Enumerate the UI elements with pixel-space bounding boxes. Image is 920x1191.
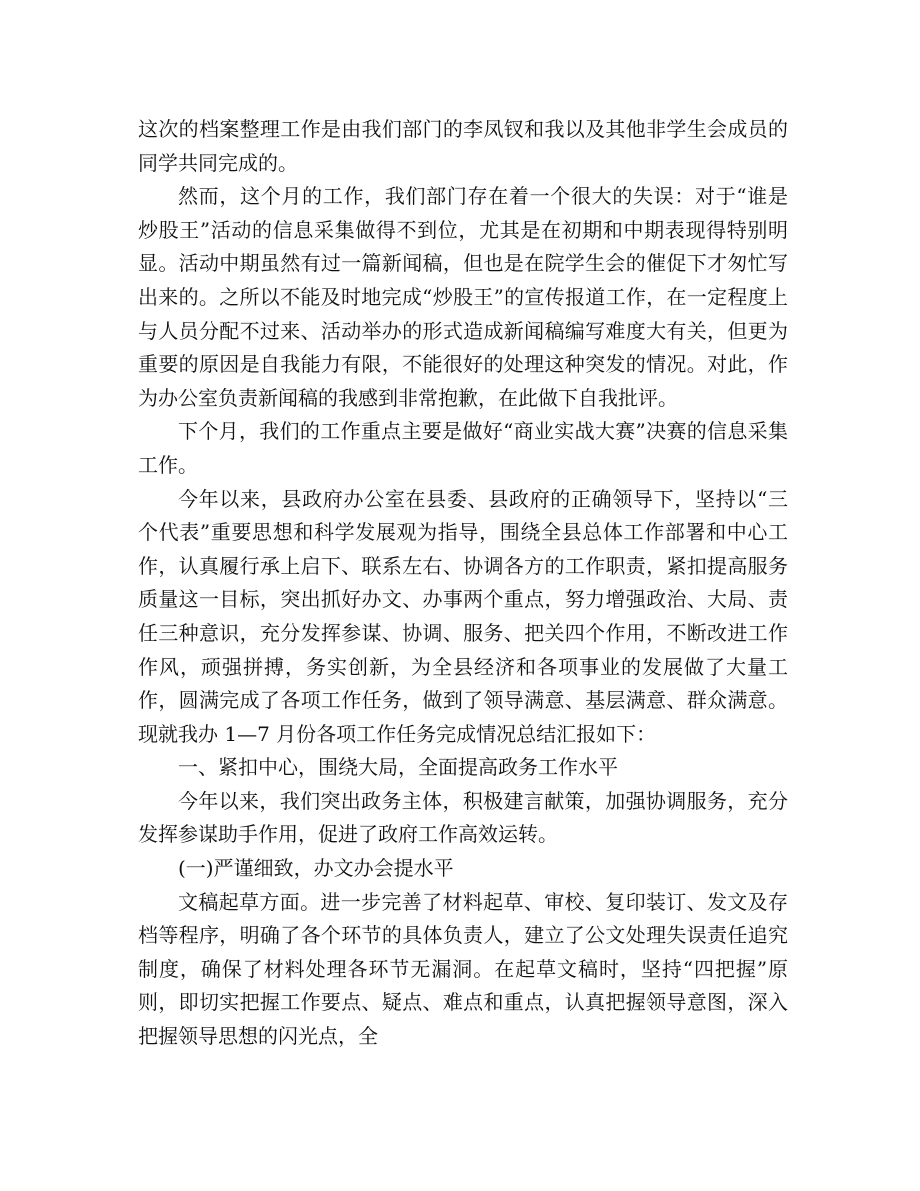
paragraph-1: 这次的档案整理工作是由我们部门的李凤钗和我以及其他非学生会成员的同学共同完成的。	[138, 117, 788, 175]
paragraph-5: 今年以来，我们突出政务主体，积极建言献策，加强协调服务，充分发挥参谋助手作用，促进了政府工作高效运转。	[138, 788, 788, 847]
document-body	[138, 113, 788, 1054]
paragraph-6: 文稿起草方面。进一步完善了材料起草、审校、复印装订、发文及存档等程序，明确了各个环节的具体负责人，建立了公文处理失误责任追究制度，确保了材料处理各环节无漏洞。在起草文稿时，坚持“四把握”原则，即切实把握工作要点、疑点、难点和重点，认真把握领导意图，深入把握领导思想的闪光点，全	[138, 889, 788, 1049]
paragraph-3: 下个月，我们的工作重点主要是做好“商业实战大赛”决赛的信息采集工作。	[138, 419, 788, 477]
paragraph-4: 今年以来，县政府办公室在县委、县政府的正确领导下，坚持以“三个代表”重要思想和科学发展观为指导，围绕全县总体工作部署和中心工作，认真履行承上启下、联系左右、协调各方的工作职责，紧扣提高服务质量这一目标，突出抓好办文、办事两个重点，努力增强政治、大局、责任三种意识，充分发挥参谋、协调、服务、把关四个作用，不断改进工作作风，顽强拼搏，务实创新，为全县经济和各项事业的发展做了大量工作，圆满完成了各项工作任务，做到了领导满意、基层满意、群众满意。现就我办 1—7 月份各项工作任务完成情况总结汇报如下：	[138, 486, 788, 746]
section-heading-1: 一、紧扣中心，围绕大局，全面提高政务工作水平	[178, 755, 618, 780]
subsection-heading-1: (一)严谨细致，办文办会提水平	[178, 856, 454, 881]
paragraph-2: 然而，这个月的工作，我们部门存在着一个很大的失误：对于“谁是炒股王”活动的信息采集做得不到位，尤其是在初期和中期表现得特别明显。活动中期虽然有过一篇新闻稿，但也是在院学生会的催促下才匆忙写出来的。之所以不能及时地完成“炒股王”的宣传报道工作，在一定程度上与人员分配不过来、活动举办的形式造成新闻稿编写难度大有关，但更为重要的原因是自我能力有限，不能很好的处理这种突发的情况。对此，作为办公室负责新闻稿的我感到非常抱歉，在此做下自我批评。	[138, 184, 788, 410]
